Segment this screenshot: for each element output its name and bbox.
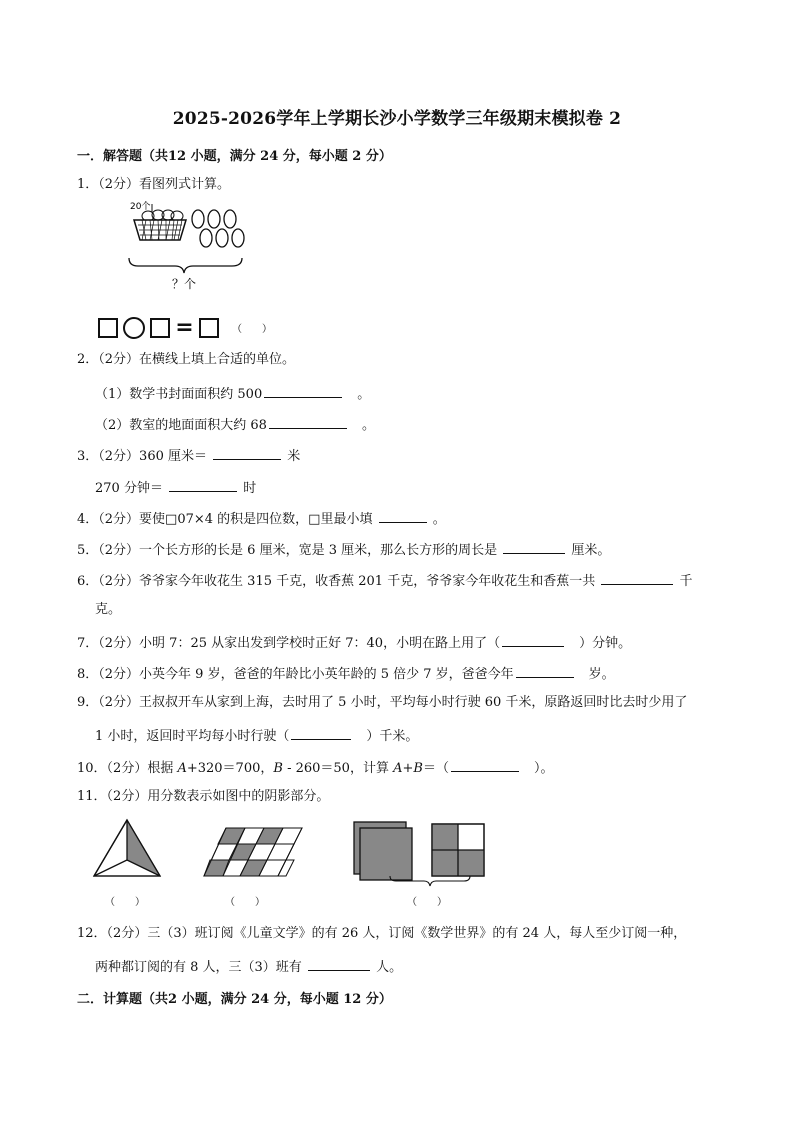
question-9-line2-text: 1 小时，返回时平均每小时行驶（ bbox=[95, 729, 290, 744]
question-12-line2-text: 两种都订阅的有 8 人，三（3）班有 bbox=[95, 960, 302, 975]
answer-paren-11a[interactable]: （ ） bbox=[105, 897, 145, 908]
unit-text: ）千米。 bbox=[366, 729, 419, 744]
question-2b-text: （2）教室的地面面积大约 68 bbox=[95, 418, 267, 433]
question-2: 2．（2分）在横线上填上合适的单位。 bbox=[77, 352, 296, 367]
parallelogram-figure bbox=[202, 826, 304, 878]
operator-circle[interactable] bbox=[123, 317, 145, 339]
answer-box-3[interactable] bbox=[199, 318, 219, 338]
unit-meter: 米 bbox=[287, 449, 301, 464]
period: 。 bbox=[357, 387, 371, 402]
variable-b: B bbox=[273, 761, 283, 776]
unit-text: 厘米。 bbox=[571, 543, 611, 558]
question-3 bbox=[77, 445, 300, 466]
question-3-text: 3．（2分）360 厘米＝ bbox=[77, 449, 207, 464]
unit-text: 岁。 bbox=[588, 667, 615, 682]
answer-paren-11b[interactable]: （ ） bbox=[225, 897, 265, 908]
answer-blank-8[interactable] bbox=[516, 663, 574, 678]
unit-hour: 时 bbox=[243, 481, 257, 496]
question-6 bbox=[77, 570, 693, 591]
answer-blank-4[interactable] bbox=[379, 508, 427, 523]
question-5 bbox=[77, 539, 610, 560]
question-12-line2 bbox=[95, 956, 402, 977]
basket-count-label: 20个 bbox=[130, 202, 151, 212]
question-8 bbox=[77, 663, 615, 684]
question-4-text: 4．（2分）要使□07×4 的积是四位数，□里最小填 bbox=[77, 512, 373, 527]
question-9-line2 bbox=[95, 725, 418, 746]
question-6-line2: 克。 bbox=[95, 602, 122, 617]
brace-small bbox=[388, 874, 472, 888]
question-9: 9．（2分）王叔叔开车从家到上海，去时用了 5 小时，平均每小时行驶 60 千米，原路返回时比去时少用了 bbox=[77, 695, 688, 710]
question-1: 1．（2分）看图列式计算。 bbox=[77, 177, 231, 192]
question-7-text: 7．（2分）小明 7：25 从家出发到学校时正好 7：40，小明在路上用了（ bbox=[77, 636, 501, 651]
answer-blank-3a[interactable] bbox=[213, 445, 281, 460]
question-8-text: 8．（2分）小英今年 9 岁，爸爸的年龄比小英年龄的 5 倍少 7 岁，爸爸今年 bbox=[77, 667, 514, 682]
answer-box-1[interactable] bbox=[98, 318, 118, 338]
section-2-heading: 二．计算题（共2 小题，满分 24 分，每小题 12 分） bbox=[77, 992, 392, 1007]
equation-boxes bbox=[98, 315, 219, 340]
squares-figure bbox=[352, 820, 492, 882]
question-3-line2-text: 270 分钟＝ bbox=[95, 481, 163, 496]
answer-paren-11c[interactable]: （ ） bbox=[407, 897, 447, 908]
unit-text: 人。 bbox=[376, 960, 403, 975]
section-1-heading: 一．解答题（共12 小题，满分 24 分，每小题 2 分） bbox=[77, 149, 392, 164]
answer-box-2[interactable] bbox=[150, 318, 170, 338]
answer-blank-6[interactable] bbox=[601, 570, 673, 585]
answer-blank-2b[interactable] bbox=[269, 414, 347, 429]
answer-blank-5[interactable] bbox=[503, 539, 565, 554]
unit-text: 千 bbox=[679, 574, 693, 589]
answer-blank-9[interactable] bbox=[291, 725, 351, 740]
equals-sign: = bbox=[175, 315, 194, 340]
question-10-text: 10．（2分）根据 bbox=[77, 761, 178, 776]
triangle-figure bbox=[92, 818, 164, 880]
question-11: 11．（2分）用分数表示如图中的阴影部分。 bbox=[77, 789, 330, 804]
question-3-line2 bbox=[95, 477, 256, 498]
question-2a-text: （1）数学书封面面积约 500 bbox=[95, 387, 263, 402]
brace-label: ？个 bbox=[172, 277, 197, 291]
question-12: 12．（2分）三（3）班订阅《儿童文学》的有 26 人，订阅《数学世界》的有 24 人，每人至少订阅一种， bbox=[77, 926, 687, 941]
answer-blank-3b[interactable] bbox=[169, 477, 237, 492]
question-10: 10．（2分）根据 A+320＝700，B - 260＝50，计算 A+B＝（ ）。 bbox=[77, 757, 554, 778]
unit-paren[interactable]: （ ） bbox=[232, 324, 272, 335]
question-7 bbox=[77, 632, 631, 653]
basket-eggs-figure bbox=[120, 196, 260, 296]
period: 。 bbox=[361, 418, 375, 433]
question-2b bbox=[95, 414, 375, 435]
unit-text: ）分钟。 bbox=[579, 636, 632, 651]
period: 。 bbox=[432, 512, 446, 527]
question-2a bbox=[95, 383, 370, 404]
question-5-text: 5．（2分）一个长方形的长是 6 厘米，宽是 3 厘米，那么长方形的周长是 bbox=[77, 543, 498, 558]
page-title: 2025-2026学年上学期长沙小学数学三年级期末模拟卷 2 bbox=[172, 109, 622, 129]
question-6-text: 6．（2分）爷爷家今年收花生 315 千克，收香蕉 201 千克，爷爷家今年收花生和香蕉一共 bbox=[77, 574, 596, 589]
variable-a: A bbox=[177, 761, 187, 776]
answer-blank-2a[interactable] bbox=[264, 383, 342, 398]
answer-blank-10[interactable] bbox=[451, 757, 519, 772]
answer-blank-7[interactable] bbox=[502, 632, 564, 647]
question-4 bbox=[77, 508, 446, 529]
answer-blank-12[interactable] bbox=[308, 956, 370, 971]
